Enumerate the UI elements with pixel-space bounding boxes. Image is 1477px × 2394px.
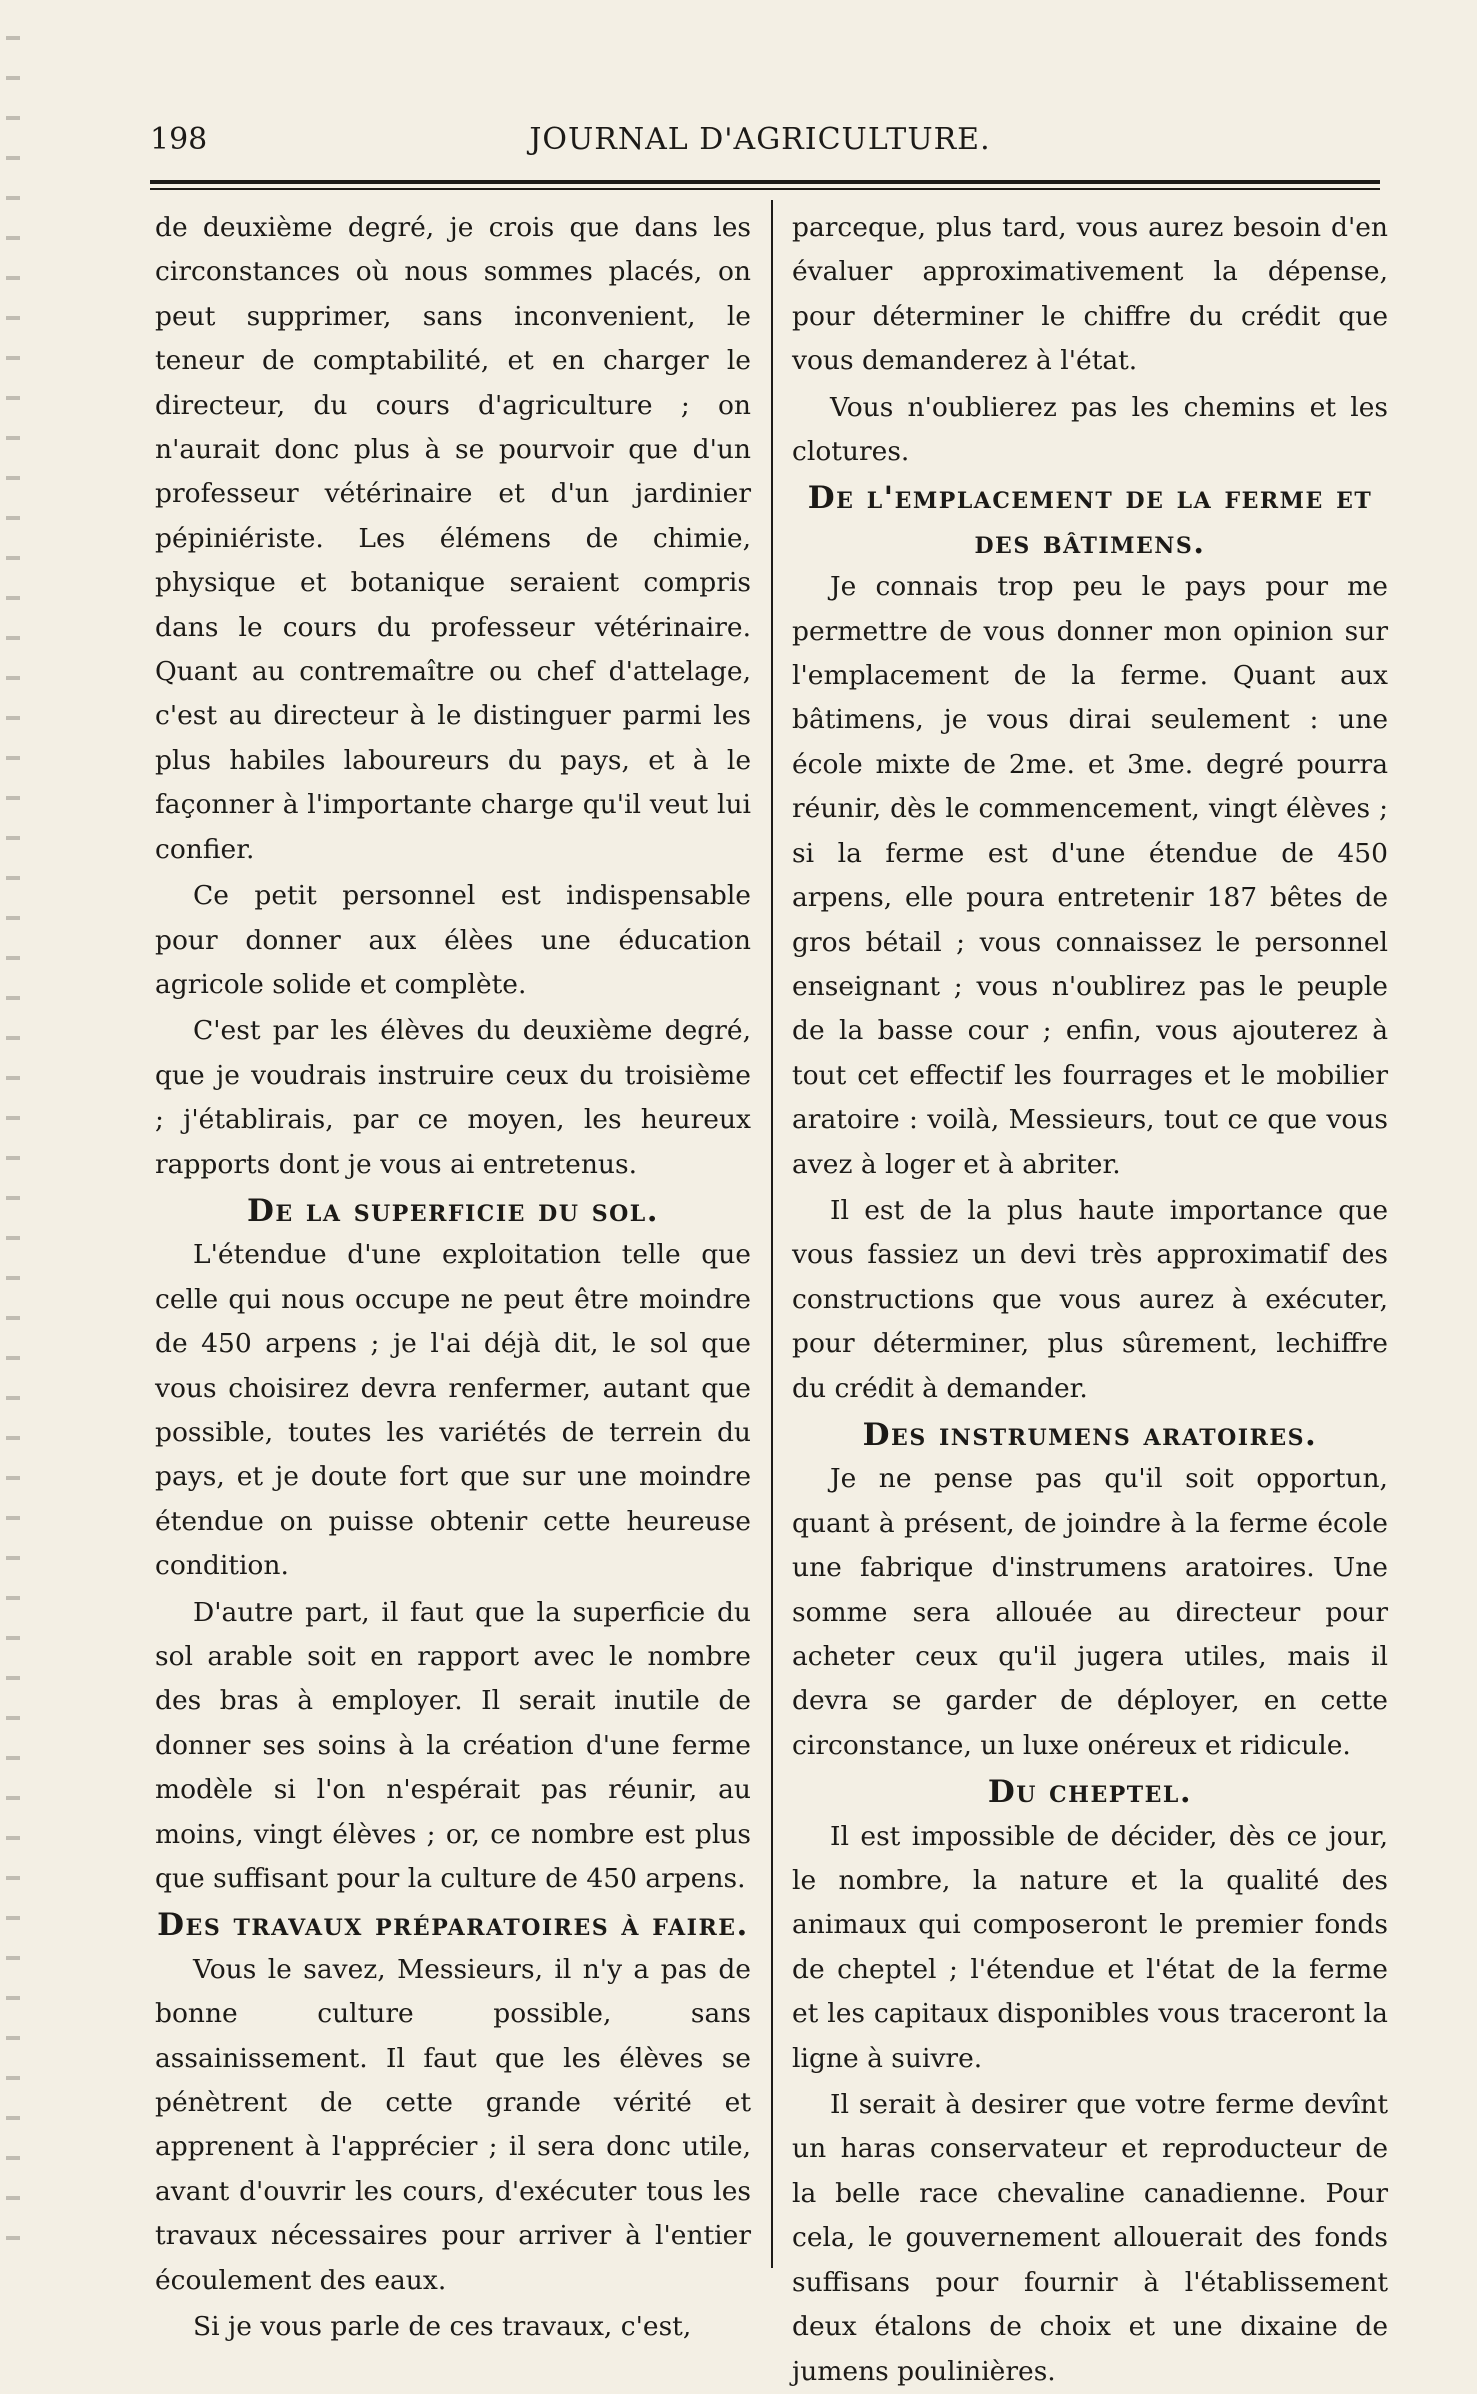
paragraph: Ce petit personnel est indispensable pour donner aux élèes une éducation agricole solide et complète. (155, 880, 751, 1000)
paragraph: parceque, plus tard, vous aurez besoin d'en évaluer approximativement la dépense, pour déterminer le chiffre du crédit que vous demanderez à l'état. (792, 212, 1388, 377)
section-heading: Des travaux préparatoires à faire. (157, 1907, 749, 1944)
page-number: 198 (150, 122, 208, 157)
paragraph: Il est impossible de décider, dès ce jour, le nombre, la nature et la qualité des animaux qui composeront le premier fonds de cheptel ; l'étendue et l'état de la ferme et les capitaux disponibles vous traceront la ligne à suivre. (792, 1820, 1388, 2074)
paragraph: Il est de la plus haute importance que vous fassiez un devi très approximatif des constructions que vous aurez à exécuter, pour déterminer, plus sûrement, lechiffre du crédit à demander. (792, 1194, 1388, 1404)
column-divider (771, 200, 773, 2268)
section-heading: Des instrumens aratoires. (862, 1416, 1318, 1453)
scan-margin-edge (6, 0, 20, 2268)
paragraph: de deuxième degré, je crois que dans les circonstances où nous sommes placés, on peut supprimer, sans inconvenient, le teneur de comptabilité, et en charger le directeur, du cours d'agriculture ; on n'aurait donc plus à se pourvoir que d'un professeur vétérinaire et d'un jardinier pépiniériste. Les élémens de chimie, physique et botanique seraient compris dans le cours du professeur vétérinaire. Quant au contremaître ou chef d'attelage, c'est au directeur à le distinguer parmi les plus habiles laboureurs du pays, et à le façonner à l'importante charge qu'il veut lui confier. (155, 212, 751, 865)
paragraph: L'étendue d'une exploitation telle que celle qui nous occupe ne peut être moindre de 450 arpens ; je l'ai déjà dit, le sol que vous choisirez devra renfermer, autant que possible, toutes les variétés de terrein du pays, et je doute fort que sur une moindre étendue on puisse obtenir cette heureuse condition. (155, 1239, 751, 1582)
section-heading: Du cheptel. (987, 1774, 1193, 1811)
running-title: JOURNAL D'AGRICULTURE. (529, 122, 991, 157)
left-column (155, 206, 751, 2343)
paragraph: Vous n'oublierez pas les chemins et les clotures. (792, 391, 1388, 468)
paragraph: C'est par les élèves du deuxième degré, que je voudrais instruire ceux du troisième ; j'établirais, par ce moyen, les heureux rapports dont je vous ai entretenus. (155, 1015, 751, 1180)
section-heading: De la superficie du sol. (246, 1192, 660, 1229)
section-heading: De l'emplacement de la ferme et des bâtimens. (807, 480, 1373, 561)
paragraph: Je connais trop peu le pays pour me permettre de vous donner mon opinion sur l'emplacement de la ferme. Quant aux bâtimens, je vous dirai seulement : une école mixte de 2me. et 3me. degré pourra réunir, dès le commencement, vingt élèves ; si la ferme est d'une étendue de 450 arpens, elle poura entretenir 187 bêtes de gros bétail ; vous connaissez le personnel enseignant ; vous n'oublirez pas le peuple de la basse cour ; enfin, vous ajouterez à tout cet effectif les fourrages et le mobilier aratoire : voilà, Messieurs, tout ce que vous avez à loger et à abriter. (792, 571, 1388, 1180)
right-column (792, 206, 1388, 2387)
header-rule-thin (150, 188, 1380, 190)
paragraph: D'autre part, il faut que la superficie du sol arable soit en rapport avec le nombre des bras à employer. Il serait inutile de donner ses soins à la création d'une ferme modèle si l'on n'espérait pas réunir, au moins, vingt élèves ; or, ce nombre est plus que suffisant pour la culture de 450 arpens. (155, 1596, 751, 1895)
paragraph: Vous le savez, Messieurs, il n'y a pas de bonne culture possible, sans assainissement. Il faut que les élèves se pénètrent de cette grande vérité et apprenent à l'apprécier ; il sera donc utile, avant d'ouvrir les cours, d'exécuter tous les travaux nécessaires pour arriver à l'entier écoulement des eaux. (155, 1953, 751, 2296)
header-rule-thick (150, 180, 1380, 184)
paragraph: Je ne pense pas qu'il soit opportun, quant à présent, de joindre à la ferme école une fabrique d'instrumens aratoires. Une somme sera allouée au directeur pour acheter ceux qu'il jugera utiles, mais il devra se garder de déployer, en cette circonstance, un luxe onéreux et ridicule. (792, 1463, 1388, 1761)
paragraph: Si je vous parle de ces travaux, c'est, (193, 2311, 692, 2343)
paragraph: Il serait à desirer que votre ferme devînt un haras conservateur et reproducteur de la belle race chevaline canadienne. Pour cela, le gouvernement allouerait des fonds suffisans pour fournir à l'établissement deux étalons de choix et une dixaine de jumens poulinières. (792, 2089, 1388, 2387)
page-header (150, 122, 1370, 172)
